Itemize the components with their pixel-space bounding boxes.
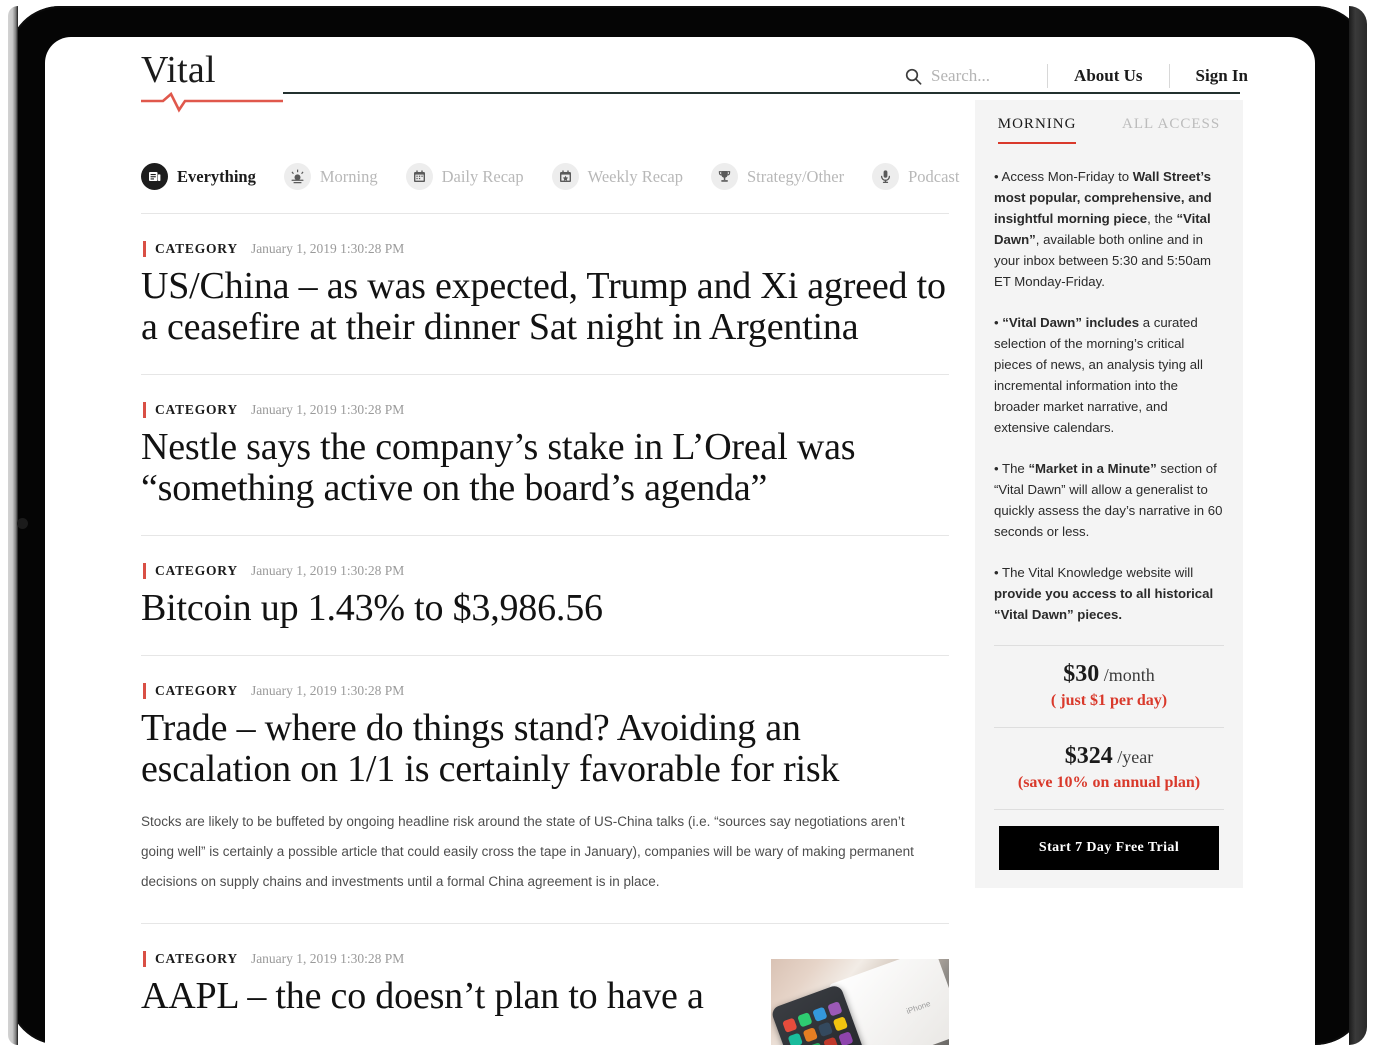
sidebar-bullet: • The Vital Knowledge website will provide you access to all historical “Vital Dawn” pieces. bbox=[994, 565, 1214, 622]
article-timestamp: January 1, 2019 1:30:28 PM bbox=[250, 402, 405, 417]
category-tab-strategy-other[interactable] bbox=[711, 163, 844, 190]
price-note: (save 10% on annual plan) bbox=[1017, 774, 1201, 791]
category-tab-podcast[interactable] bbox=[872, 163, 959, 190]
price-unit: /year bbox=[1117, 747, 1154, 767]
category-tab-weekly-recap[interactable] bbox=[552, 163, 683, 190]
device-right-edge bbox=[1349, 6, 1367, 1045]
microphone-icon bbox=[872, 163, 899, 190]
article-card[interactable] bbox=[141, 214, 949, 374]
article-excerpt: Stocks are likely to be buffeted by ongoing headline risk around the state of US-China talks (i.e. “sources say negotiations aren’t going well” is certainly a possible article that could easily cross the tape in January), companies will be wary of making permanent decisions on supply chains and investments until a formal China agreement is in place. bbox=[141, 814, 914, 889]
thumbnail-app-grid bbox=[782, 1001, 859, 1045]
article-feed bbox=[141, 213, 949, 1045]
sign-in-link[interactable]: Sign In bbox=[1195, 66, 1248, 85]
category-tab-morning[interactable] bbox=[284, 163, 378, 190]
article-card[interactable] bbox=[141, 536, 949, 655]
price-amount: $324 bbox=[1064, 743, 1113, 769]
pricing-block bbox=[975, 646, 1243, 723]
sidebar-bullet: • Access Mon-Friday to Wall Street’s most popular, comprehensive, and insightful morning piece, the “Vital Dawn”, available both online and in your inbox between 5:30 and 5:50am ET Monday-Friday. bbox=[994, 169, 1212, 289]
trophy-icon bbox=[711, 163, 738, 190]
category-tab-label: Daily Recap bbox=[441, 166, 524, 186]
category-tab-everything[interactable] bbox=[141, 163, 256, 190]
article-category-tag: CATEGORY bbox=[143, 241, 238, 257]
thumbnail-box-label: iPhone bbox=[905, 999, 932, 1016]
sidebar-bullet: • The “Market in a Minute” section of “Vital Dawn” will allow a generalist to quickly assess the day’s narrative in 60 seconds or less. bbox=[994, 461, 1223, 539]
article-timestamp: January 1, 2019 1:30:28 PM bbox=[250, 241, 405, 256]
site-logo[interactable] bbox=[141, 49, 291, 91]
article-category-tag: CATEGORY bbox=[143, 402, 238, 418]
article-headline[interactable]: Trade – where do things stand? Avoiding an escalation on 1/1 is certainly favorable for risk bbox=[141, 707, 840, 790]
logo-pulse-icon bbox=[141, 92, 283, 114]
article-headline[interactable]: Bitcoin up 1.43% to $3,986.56 bbox=[141, 587, 603, 629]
device-camera-dot bbox=[17, 518, 28, 529]
search-box[interactable] bbox=[905, 66, 1047, 86]
article-thumbnail[interactable] bbox=[771, 959, 949, 1045]
site-header bbox=[45, 37, 1315, 100]
article-category-tag: CATEGORY bbox=[143, 683, 238, 699]
article-headline[interactable]: Nestle says the company’s stake in L’Oreal was “something active on the board’s agenda” bbox=[141, 426, 856, 509]
screen-viewport bbox=[45, 37, 1315, 1045]
article-meta bbox=[141, 951, 747, 967]
subscription-sidebar bbox=[975, 100, 1243, 888]
price-amount: $30 bbox=[1063, 661, 1100, 687]
article-card[interactable] bbox=[141, 924, 949, 1045]
category-tab-label: Strategy/Other bbox=[746, 166, 845, 186]
category-tab-label: Everything bbox=[177, 166, 256, 186]
article-headline[interactable]: US/China – as was expected, Trump and Xi agreed to a ceasefire at their dinner Sat night in Argentina bbox=[141, 265, 946, 348]
category-tab-label: Podcast bbox=[908, 166, 960, 186]
article-timestamp: January 1, 2019 1:30:28 PM bbox=[250, 951, 405, 966]
article-card[interactable] bbox=[141, 375, 949, 535]
sidebar-tab-morning[interactable]: MORNING bbox=[998, 116, 1077, 144]
header-actions bbox=[905, 64, 1248, 88]
price-unit: /month bbox=[1103, 665, 1155, 685]
sidebar-bullet-list bbox=[975, 144, 1243, 625]
search-input[interactable] bbox=[931, 66, 1023, 86]
article-headline[interactable]: AAPL – the co doesn’t plan to have a bbox=[141, 975, 704, 1017]
search-icon bbox=[905, 68, 922, 85]
category-tab-label: Weekly Recap bbox=[587, 166, 683, 186]
category-tab-label: Morning bbox=[319, 166, 378, 186]
article-meta bbox=[141, 241, 949, 257]
sidebar-tabs bbox=[975, 100, 1243, 144]
sidebar-bullet: • “Vital Dawn” includes a curated selection of the morning’s critical pieces of news, an analysis tying all incremental information into the broader market narrative, and extensive calendars. bbox=[994, 315, 1203, 435]
article-timestamp: January 1, 2019 1:30:28 PM bbox=[250, 683, 405, 698]
article-category-tag: CATEGORY bbox=[143, 563, 238, 579]
article-text-block bbox=[141, 951, 747, 1017]
price-note: ( just $1 per day) bbox=[1050, 692, 1168, 709]
article-card[interactable] bbox=[141, 656, 949, 923]
article-meta bbox=[141, 563, 949, 579]
article-timestamp: January 1, 2019 1:30:28 PM bbox=[250, 563, 405, 578]
article-meta bbox=[141, 402, 949, 418]
start-free-trial-button[interactable]: Start 7 Day Free Trial bbox=[999, 826, 1219, 870]
calendar-icon bbox=[406, 163, 433, 190]
calendar-star-icon bbox=[552, 163, 579, 190]
about-us-link[interactable]: About Us bbox=[1074, 66, 1143, 85]
logo-wordmark: Vital bbox=[141, 49, 216, 91]
header-divider-rule bbox=[283, 92, 1240, 94]
sidebar-tab-all-access[interactable]: ALL ACCESS bbox=[1121, 116, 1221, 132]
newspaper-icon bbox=[141, 163, 168, 190]
trial-button-wrap bbox=[975, 810, 1243, 870]
article-meta bbox=[141, 683, 949, 699]
article-category-tag: CATEGORY bbox=[143, 951, 238, 967]
category-tab-daily-recap[interactable] bbox=[406, 163, 524, 190]
sunrise-icon bbox=[284, 163, 311, 190]
category-nav bbox=[141, 163, 987, 190]
sidebar-pricing bbox=[975, 645, 1243, 805]
pricing-block bbox=[975, 728, 1243, 805]
